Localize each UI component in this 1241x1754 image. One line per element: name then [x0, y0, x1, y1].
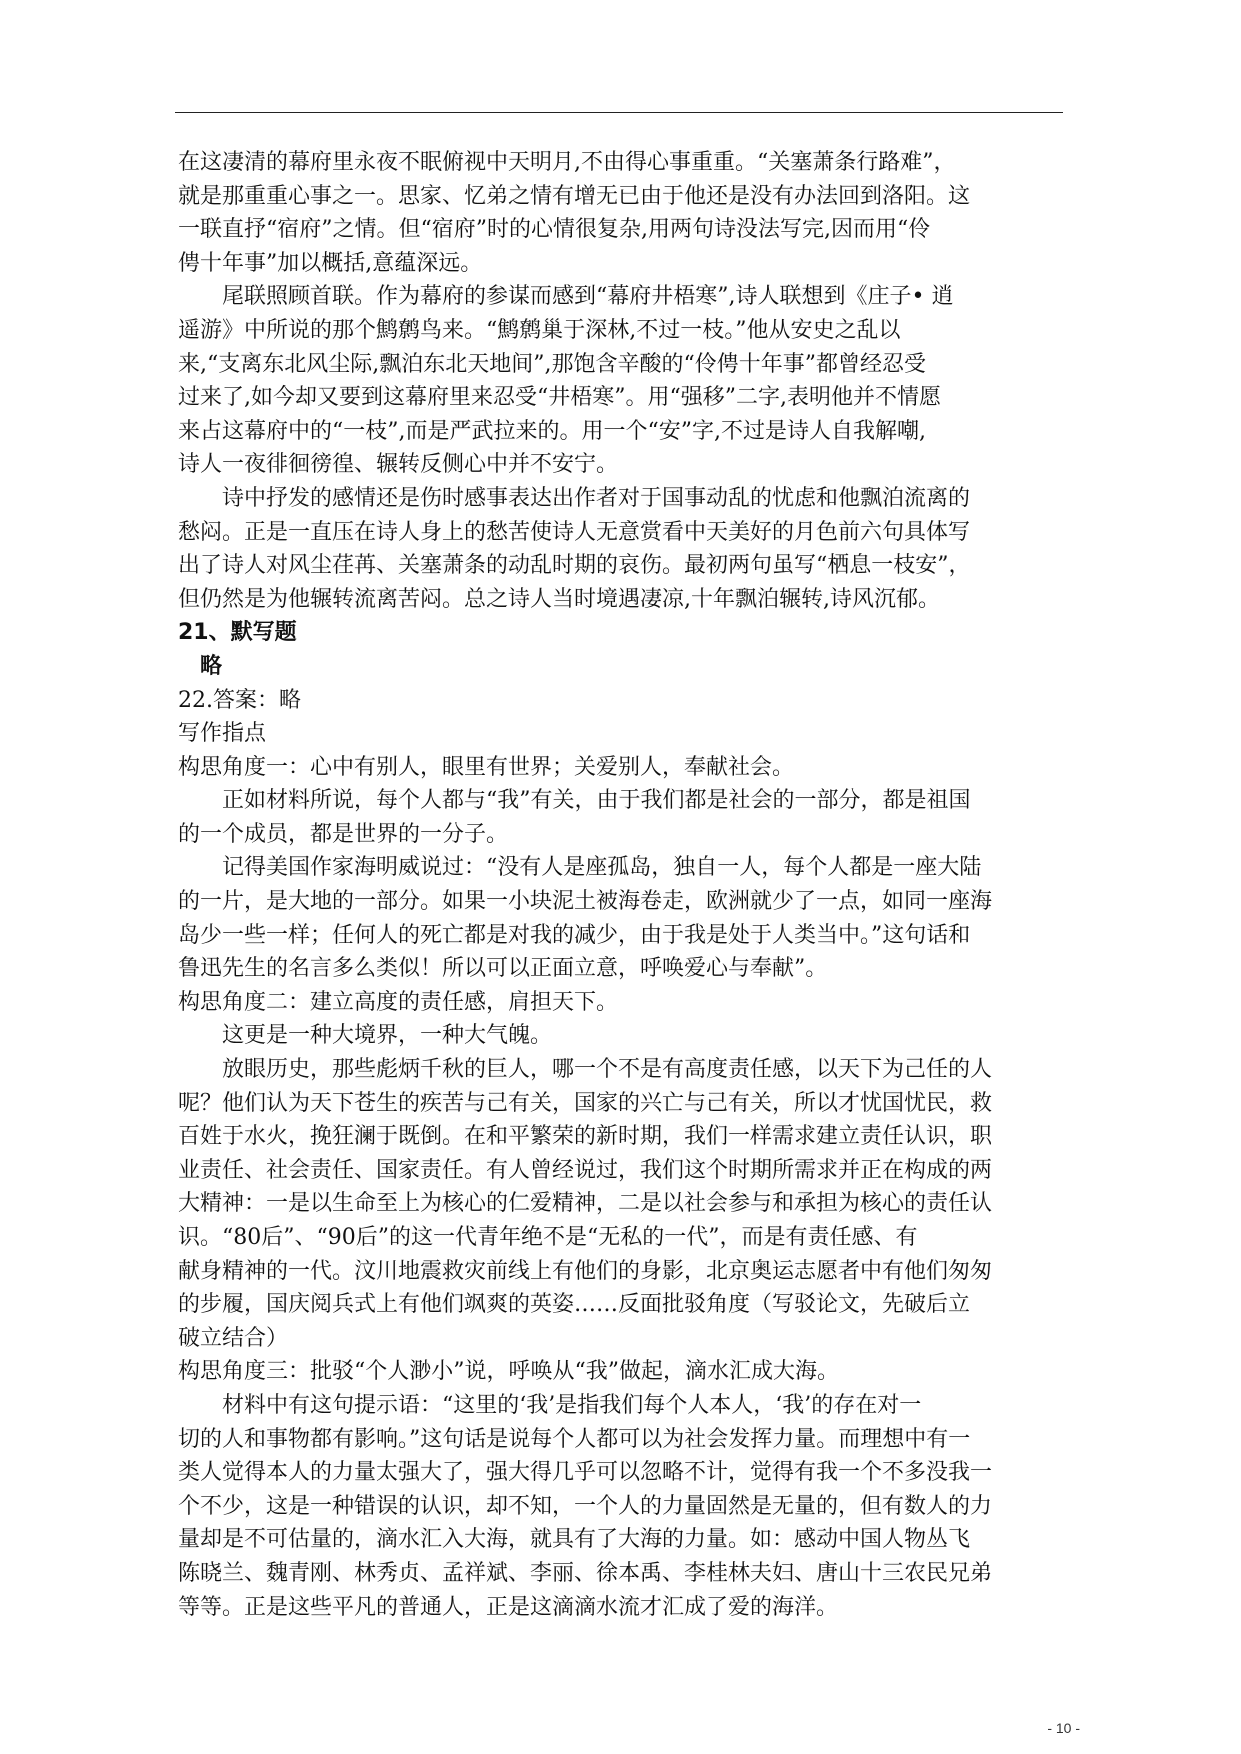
text-line: 类人觉得本人的力量太强大了，强大得几乎可以忽略不计，觉得有我一个不多没我一	[178, 1460, 993, 1486]
text-line: 放眼历史，那些彪炳千秋的巨人，哪一个不是有高度责任感，以天下为己任的人	[222, 1057, 993, 1083]
answer-omitted: 略	[200, 653, 223, 679]
text-line: 的一个成员，都是世界的一分子。	[178, 821, 509, 847]
text-line: 的步履，国庆阅兵式上有他们飒爽的英姿……反面批驳角度（写驳论文，先破后立	[178, 1292, 971, 1318]
angle-two-heading: 构思角度二：建立高度的责任感，肩担天下。	[178, 989, 619, 1015]
text-line: 材料中有这句提示语：“这里的‘我’是指我们每个人本人，‘我’的存在对一	[222, 1392, 922, 1418]
text-line: 就是那重重心事之一。思家、忆弟之情有增无已由于他还是没有办法回到洛阳。这	[178, 183, 971, 209]
text-line: 岛少一些一样；任何人的死亡都是对我的减少，由于我是处于人类当中。”这句话和	[178, 922, 971, 948]
text-line: 尾联照顾首联。作为幕府的参谋而感到“幕府井梧寒”,诗人联想到《庄子• 逍	[222, 284, 954, 310]
text-line: 破立结合）	[178, 1325, 289, 1351]
text-line: 等等。正是这些平凡的普通人，正是这滴滴水流才汇成了爱的海洋。	[178, 1594, 839, 1620]
text-line: 出了诗人对风尘荏苒、关塞萧条的动乱时期的哀伤。最初两句虽写“栖息一枝安”，	[178, 553, 971, 579]
writing-tips-heading: 写作指点	[178, 721, 267, 747]
text-line: 鲁迅先生的名言多么类似！所以可以正面立意，呼唤爱心与奉献”。	[178, 956, 828, 982]
text-line: 诗中抒发的感情还是伤时感事表达出作者对于国事动乱的忧虑和他飘泊流离的	[222, 485, 971, 511]
text-line: 百姓于水火，挽狂澜于既倒。在和平繁荣的新时期，我们一样需求建立责任认识，职	[178, 1124, 993, 1150]
text-line: 个不少，这是一种错误的认识，却不知，一个人的力量固然是无量的，但有数人的力	[178, 1493, 993, 1519]
document-body	[178, 146, 1068, 1624]
text-line: 记得美国作家海明威说过：“没有人是座孤岛，独自一人，每个人都是一座大陆	[222, 855, 982, 881]
text-line: 但仍然是为他辗转流离苦闷。总之诗人当时境遇凄凉,十年飘泊辗转,诗风沉郁。	[178, 586, 940, 612]
page-number: - 10 -	[1047, 1720, 1080, 1736]
text-line: 量却是不可估量的，滴水汇入大海，就具有了大海的力量。如：感动中国人物丛飞	[178, 1527, 971, 1553]
text-line: 遥游》中所说的那个鹪鹩鸟来。“鹪鹩巢于深林,不过一枝。”他从安史之乱以	[178, 317, 901, 343]
text-line: 正如材料所说，每个人都与“我”有关，由于我们都是社会的一部分，都是祖国	[222, 788, 971, 814]
section-heading-22: 22.答案：略	[178, 687, 301, 713]
text-line: 识。“80后”、“90后”的这一代青年绝不是“无私的一代”，而是有责任感、有	[178, 1225, 918, 1250]
text-line: 俜十年事”加以概括,意蕴深远。	[178, 250, 483, 276]
text-line: 诗人一夜徘徊徬徨、辗转反侧心中并不安宁。	[178, 452, 619, 478]
text-line: 在这凄清的幕府里永夜不眠俯视中天明月,不由得心事重重。“关塞萧条行路难”，	[178, 150, 956, 175]
text-line: 陈晓兰、魏青刚、林秀贞、孟祥斌、李丽、徐本禹、李桂林夫妇、唐山十三农民兄弟	[178, 1560, 993, 1586]
text-line: 一联直抒“宿府”之情。但“宿府”时的心情很复杂,用两句诗没法写完,因而用“伶	[178, 217, 931, 243]
text-line: 过来了,如今却又要到这幕府里来忍受“井梧寒”。用“强移”二字,表明他并不情愿	[178, 385, 941, 411]
angle-one-heading: 构思角度一：心中有别人，眼里有世界；关爱别人，奉献社会。	[178, 754, 795, 780]
text-line: 来占这幕府中的“一枝”,而是严武拉来的。用一个“安”字,不过是诗人自我解嘲,	[178, 418, 926, 444]
section-heading-21: 21、默写题	[178, 620, 297, 646]
text-line: 这更是一种大境界，一种大气魄。	[222, 1023, 553, 1049]
angle-three-heading: 构思角度三：批驳“个人渺小”说，呼唤从“我”做起，滴水汇成大海。	[178, 1359, 839, 1385]
text-line: 大精神：一是以生命至上为核心的仁爱精神，二是以社会参与和承担为核心的责任认	[178, 1191, 993, 1217]
text-line: 愁闷。正是一直压在诗人身上的愁苦使诗人无意赏看中天美好的月色前六句具体写	[178, 519, 971, 545]
text-line: 来,“支离东北风尘际,飘泊东北天地间”,那饱含辛酸的“伶俜十年事”都曾经忍受	[178, 351, 926, 377]
header-rule	[175, 112, 1063, 113]
text-line: 献身精神的一代。汶川地震救灾前线上有他们的身影，北京奥运志愿者中有他们匆匆	[178, 1258, 993, 1284]
text-line: 业责任、社会责任、国家责任。有人曾经说过，我们这个时期所需求并正在构成的两	[178, 1157, 993, 1183]
text-line: 呢？他们认为天下苍生的疾苦与己有关，国家的兴亡与己有关，所以才忧国忧民，救	[178, 1090, 993, 1116]
text-line: 的一片，是大地的一部分。如果一小块泥土被海卷走，欧洲就少了一点，如同一座海	[178, 889, 993, 915]
text-line: 切的人和事物都有影响。”这句话是说每个人都可以为社会发挥力量。而理想中有一	[178, 1426, 971, 1452]
